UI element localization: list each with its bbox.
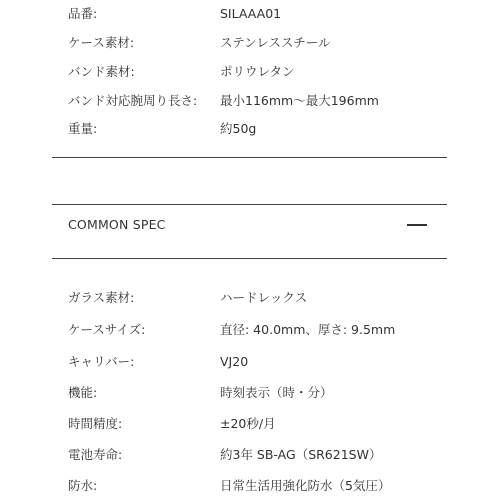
spec-label: 重量: <box>68 121 98 136</box>
spec-label: 時間精度: <box>68 416 123 431</box>
spec-row-weight <box>68 118 448 140</box>
spec-label: 機能: <box>68 385 98 400</box>
spec-row-function <box>68 382 448 404</box>
spec-label: 電池寿命: <box>68 447 123 462</box>
spec-label: ガラス素材: <box>68 290 135 305</box>
spec-label: ケースサイズ: <box>68 322 146 337</box>
spec-label: 品番: <box>68 6 98 21</box>
spec-label: バンド対応腕周り長さ: <box>68 93 198 108</box>
section-divider <box>52 157 447 158</box>
spec-row-case-size <box>68 319 448 341</box>
spec-value: ±20秒/月 <box>220 416 276 431</box>
spec-row-band-length <box>68 90 448 112</box>
section-divider <box>52 258 447 259</box>
spec-label: ケース素材: <box>68 35 135 50</box>
spec-value: ステンレススチール <box>220 35 331 50</box>
spec-value: 直径: 40.0mm、厚さ: 9.5mm <box>220 322 396 337</box>
spec-value: VJ20 <box>220 354 249 369</box>
spec-row-water-resistance <box>68 475 448 497</box>
spec-value: 約3年 SB-AG（SR621SW） <box>220 447 382 462</box>
spec-value: ポリウレタン <box>220 64 295 79</box>
spec-row-battery-life <box>68 444 448 466</box>
spec-row-band-material <box>68 61 448 83</box>
spec-value: 時刻表示（時・分） <box>220 385 333 400</box>
spec-value: 日常生活用強化防水（5気圧） <box>220 478 391 493</box>
spec-value: 最小116mm〜最大196mm <box>220 93 379 108</box>
section-title: COMMON SPEC <box>68 217 166 232</box>
spec-row-glass-material <box>68 287 448 309</box>
spec-value: ハードレックス <box>220 290 308 305</box>
spec-row-caliber <box>68 351 448 373</box>
spec-label: 防水: <box>68 478 98 493</box>
spec-row-accuracy <box>68 413 448 435</box>
spec-row-product-number <box>68 3 448 25</box>
minus-icon[interactable] <box>407 224 427 226</box>
spec-label: キャリバー: <box>68 354 135 369</box>
spec-row-case-material <box>68 32 448 54</box>
spec-label: バンド素材: <box>68 64 135 79</box>
spec-value: 約50g <box>220 121 257 136</box>
common-spec-accordion-header[interactable] <box>52 205 447 245</box>
spec-value: SILAAA01 <box>220 6 282 21</box>
